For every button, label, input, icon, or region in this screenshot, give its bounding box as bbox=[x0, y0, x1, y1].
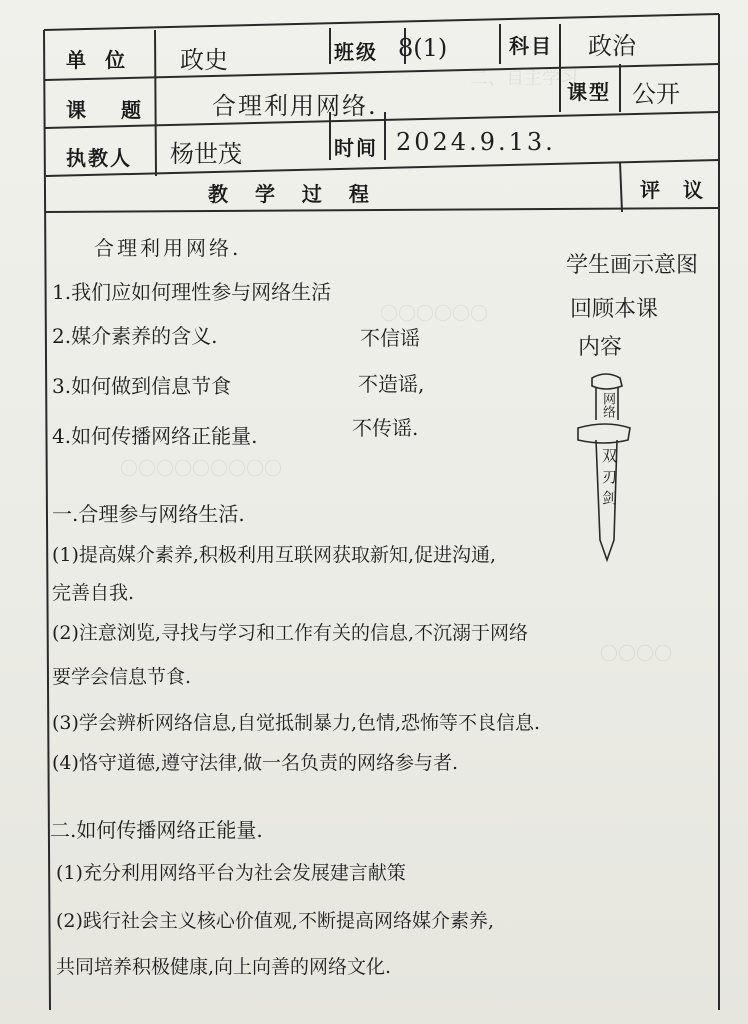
subject-label: 科目 bbox=[509, 34, 553, 58]
question-2: 2.媒介素养的含义. bbox=[52, 324, 218, 348]
lesson-type-value: 公开 bbox=[632, 80, 680, 108]
bleed-through-text: 二、自主学习 bbox=[470, 68, 578, 89]
teaching-process-header: 教 学 过 程 bbox=[208, 182, 379, 206]
sword-label-network: 网络 bbox=[600, 392, 615, 418]
note-no-believe-rumors: 不信谣 bbox=[360, 326, 420, 350]
side-note-line-1: 学生画示意图 bbox=[566, 253, 699, 278]
teacher-value: 杨世茂 bbox=[170, 140, 242, 168]
sword-label-double-edged: 双刃剑 bbox=[600, 448, 618, 511]
review-header: 评 议 bbox=[640, 178, 711, 202]
topic-value: 合理利用网络. bbox=[212, 92, 378, 120]
bleed-through-text: 〇〇〇〇〇〇〇〇〇 bbox=[120, 459, 282, 480]
unit-value: 政史 bbox=[180, 46, 228, 74]
lesson-type-label: 课型 bbox=[567, 80, 611, 104]
side-note-line-2: 回顾本课 bbox=[570, 297, 659, 322]
class-value: 8(1) bbox=[398, 34, 448, 62]
class-label: 班级 bbox=[334, 40, 378, 64]
side-note-line-3: 内容 bbox=[578, 335, 623, 360]
question-3: 3.如何做到信息节食 bbox=[52, 374, 232, 398]
lesson-title: 合理利用网络. bbox=[94, 236, 242, 260]
point-4: (4)恪守道德,遵守法律,做一名负责的网络参与者. bbox=[52, 752, 459, 774]
bleed-through-text: 〇〇〇〇〇〇 bbox=[380, 304, 488, 325]
section-2-point-2-line-2: 共同培养积极健康,向上向善的网络文化. bbox=[56, 956, 392, 978]
teacher-label: 执教人 bbox=[66, 146, 132, 170]
point-3: (3)学会辨析网络信息,自觉抵制暴力,色情,恐怖等不良信息. bbox=[52, 712, 541, 734]
time-label: 时间 bbox=[334, 136, 378, 160]
note-no-spread-rumors: 不传谣. bbox=[352, 416, 419, 440]
section-1-heading: 一.合理参与网络生活. bbox=[52, 502, 245, 526]
section-2-point-1: (1)充分利用网络平台为社会发展建言献策 bbox=[56, 862, 406, 884]
point-1-line-2: 完善自我. bbox=[52, 582, 135, 604]
section-2-heading: 二.如何传播网络正能量. bbox=[50, 818, 263, 842]
unit-label: 单 位 bbox=[66, 48, 131, 72]
point-2-line-1: (2)注意浏览,寻找与学习和工作有关的信息,不沉溺于网络 bbox=[52, 622, 528, 644]
question-4: 4.如何传播网络正能量. bbox=[52, 424, 258, 448]
time-value: 2024.9.13. bbox=[396, 128, 556, 156]
bleed-through-text: 〇〇〇〇 bbox=[600, 644, 672, 665]
note-no-make-rumors: 不造谣, bbox=[358, 372, 425, 396]
topic-label: 课 题 bbox=[66, 98, 155, 122]
point-1-line-1: (1)提高媒介素养,积极利用互联网获取新知,促进沟通, bbox=[52, 544, 497, 566]
section-2-point-2-line-1: (2)践行社会主义核心价值观,不断提高网络媒介素养, bbox=[56, 910, 494, 932]
subject-value: 政治 bbox=[588, 32, 636, 60]
question-1: 1.我们应如何理性参与网络生活 bbox=[52, 280, 332, 304]
point-2-line-2: 要学会信息节食. bbox=[52, 666, 192, 688]
